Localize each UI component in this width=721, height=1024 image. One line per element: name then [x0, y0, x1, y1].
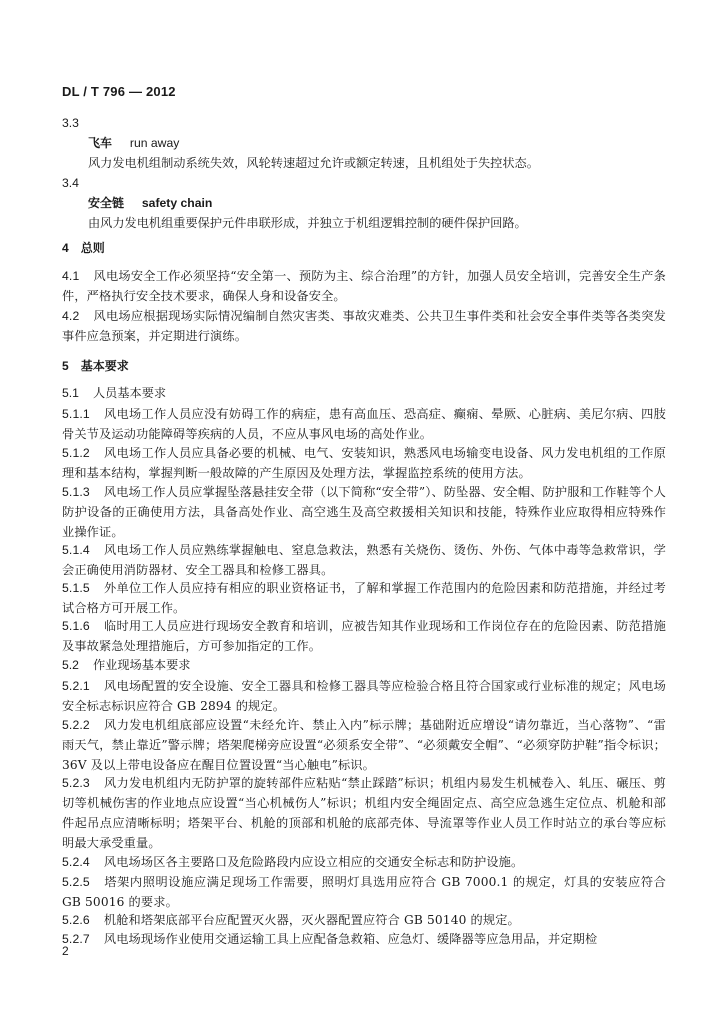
clause-5-2-6: 5.2.6 机舱和塔架底部平台应配置灭火器，灭火器配置应符合 GB 50140 的规定。: [62, 913, 520, 927]
term-english: safety chain: [141, 196, 213, 210]
clause-5-2-4: 5.2.4 风电场场区各主要路口及危险路段内应设立相应的交通安全标志和防护设施。: [62, 855, 524, 869]
clause-4-2: 4.2 风电场应根据现场实际情况编制自然灾害类、事故灾难类、公共卫生事件类和社会安全事件类等各类突发事件应急预案，并定期进行演练。: [62, 309, 666, 343]
section-4-heading: 4 总则: [62, 241, 105, 255]
clause-5-1-6: 5.1.6 临时用工人员应进行现场安全教育和培训，应被告知其作业现场和工作岗位存在的危险因素、防范措施及事故紧急处理措施后，方可参加指定的工作。: [62, 619, 666, 653]
page-number: 2: [62, 944, 69, 958]
clause-5-1-2: 5.1.2 风电场工作人员应具备必要的机械、电气、安装知识，熟悉风电场输变电设备、风力发电机组的工作原理和基本结构，掌握判断一般故障的产生原因及处理方法，掌握监控系统的使用方法。: [62, 446, 666, 480]
clause-5-1-3: 5.1.3 风电场工作人员应掌握坠落悬挂安全带（以下简称“安全带”）、防坠器、安全帽、防护服和工作鞋等个人防护设备的正确使用方法，具备高处作业、高空逃生及高空救援相关知识和技能，特殊作业应取得相应特殊作业操作证。: [62, 485, 666, 539]
term-chinese: 安全链: [88, 196, 125, 210]
term-definition: 由风力发电机组重要保护元件串联形成，并独立于机组逻辑控制的硬件保护回路。: [88, 216, 527, 230]
term-number: 3.3: [62, 116, 79, 130]
clause-5-2-2: 5.2.2 风力发电机组底部应设置“未经允许、禁止入内”标示牌；基础附近应增设“请勿靠近，当心落物”、“雷雨天气，禁止靠近”警示牌；塔架爬梯旁应设置“必须系安全带”、“必须戴安全帽”、“必须穿防护鞋”指令标识；36V 及以上带电设备应在醒目位置设置“当心触电”标识。: [62, 718, 666, 772]
clause-5-2-5: 5.2.5 塔架内照明设施应满足现场工作需要，照明灯具选用应符合 GB 7000.1 的规定，灯具的安装应符合 GB 50016 的要求。: [62, 875, 666, 909]
term-3-3: [62, 113, 666, 173]
clause-5-2-3: 5.2.3 风力发电机组内无防护罩的旋转部件应粘贴“禁止踩踏”标识；机组内易发生机械卷入、轧压、碾压、剪切等机械伤害的作业地点应设置“当心机械伤人”标识；机组内安全绳固定点、高空应急逃生定位点、机舱和部件起吊点应清晰标明；塔架平台、机舱的顶部和机舱的底部壳体、导流罩等作业人员工作时站立的承台等应标明最大承受重量。: [62, 776, 666, 850]
subsection-5-2-heading: 5.2 作业现场基本要求: [62, 658, 191, 672]
clause-5-1-5: 5.1.5 外单位工作人员应持有相应的职业资格证书，了解和掌握工作范围内的危险因素和防范措施，并经过考试合格方可开展工作。: [62, 581, 666, 615]
clause-4-1: 4.1 风电场安全工作必须坚持“安全第一、预防为主、综合治理”的方针，加强人员安全培训，完善安全生产条件，严格执行安全技术要求，确保人身和设备安全。: [62, 269, 666, 303]
clause-5-2-7: 5.2.7 风电场现场作业使用交通运输工具上应配备急救箱、应急灯、缓降器等应急用品，并定期检: [62, 932, 598, 946]
clause-5-1-4: 5.1.4 风电场工作人员应熟练掌握触电、窒息急救法，熟悉有关烧伤、烫伤、外伤、气体中毒等急救常识，学会正确使用消防器材、安全工器具和检修工器具。: [62, 543, 666, 577]
term-number: 3.4: [62, 176, 79, 190]
term-3-4: [62, 173, 666, 233]
term-chinese: 飞车: [88, 136, 113, 150]
subsection-5-1-heading: 5.1 人员基本要求: [62, 386, 167, 400]
clause-5-1-1: 5.1.1 风电场工作人员应没有妨碍工作的病症，患有高血压、恐高症、癫痫、晕厥、心脏病、美尼尔病、四肢骨关节及运动功能障碍等疾病的人员，不应从事风电场的高处作业。: [62, 407, 666, 441]
term-definition: 风力发电机组制动系统失效，风轮转速超过允许或额定转速，且机组处于失控状态。: [88, 156, 539, 170]
term-english: run away: [129, 136, 180, 150]
section-5-heading: 5 基本要求: [62, 359, 129, 373]
standard-code-header: DL / T 796 — 2012: [62, 84, 176, 99]
clause-5-2-1: 5.2.1 风电场配置的安全设施、安全工器具和检修工器具等应检验合格且符合国家或行业标准的规定；风电场安全标志标识应符合 GB 2894 的规定。: [62, 679, 666, 713]
